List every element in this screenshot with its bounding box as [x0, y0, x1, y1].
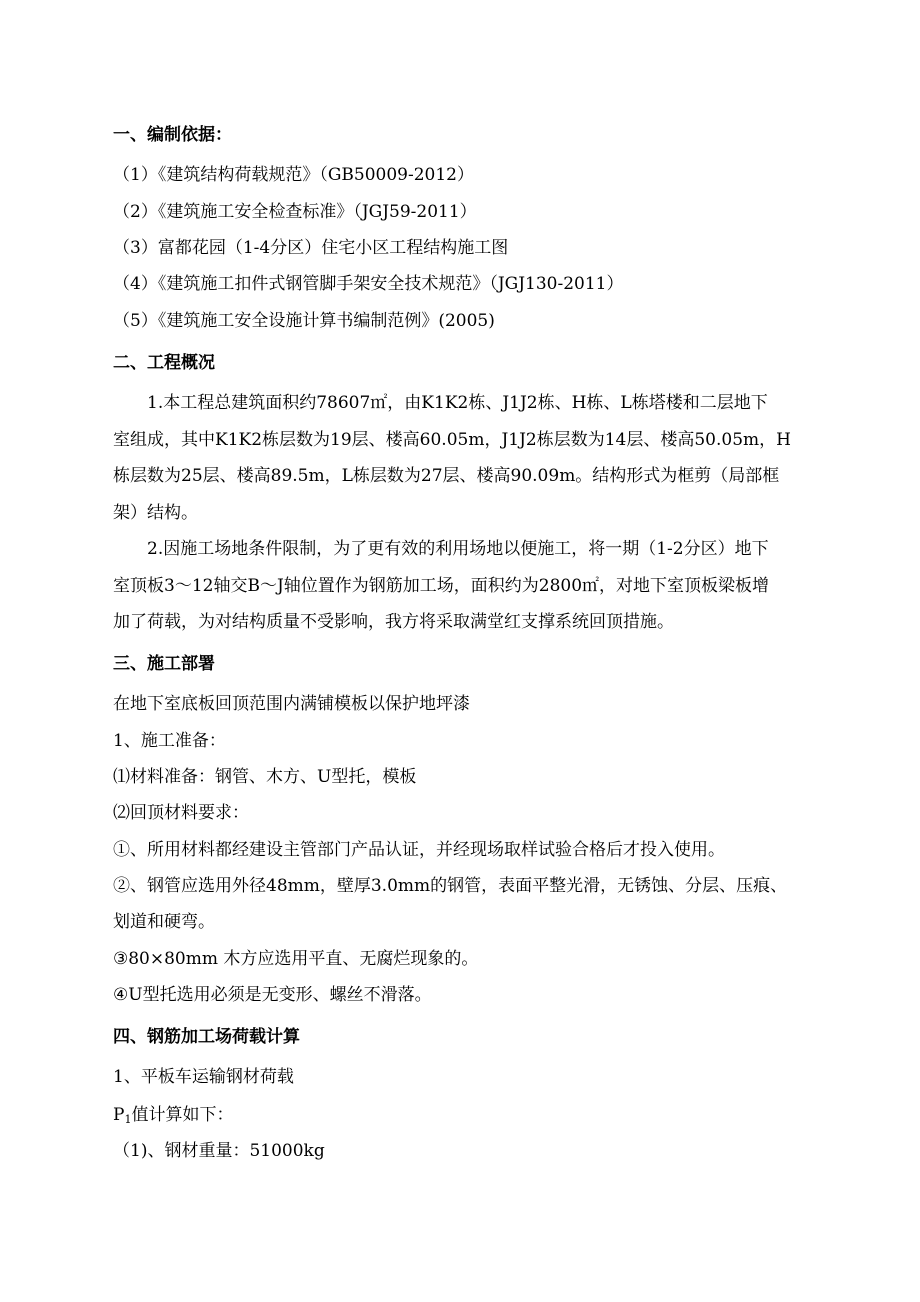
- load-calc-p1-line: [113, 1105, 233, 1130]
- p1-text: 值计算如下：: [131, 1105, 234, 1125]
- section-heading-deployment: 三、施工部署: [113, 654, 215, 674]
- reference-item-3: （3）富都花园（1-4分区）住宅小区工程结构施工图: [113, 238, 509, 258]
- deployment-line-2: 1、施工准备：: [113, 731, 226, 751]
- overview-paragraph-1-line-2: 室组成，其中K1K2栋层数为19层、楼高60.05m，J1J2栋层数为14层、楼高50.05m，H: [113, 430, 791, 450]
- section-heading-basis: 一、编制依据：: [113, 125, 232, 145]
- load-calc-item-1: （1)、钢材重量：51000kg: [113, 1141, 325, 1161]
- deployment-line-5: ①、所用材料都经建设主管部门产品认证，并经现场取样试验合格后才投入使用。: [113, 840, 725, 860]
- deployment-line-3: ⑴材料准备：钢管、木方、U型托，模板: [113, 767, 417, 787]
- deployment-line-4: ⑵回顶材料要求：: [113, 803, 249, 823]
- deployment-line-6: ②、钢管应选用外径48mm，壁厚3.0mm的钢管，表面平整光滑，无锈蚀、分层、压痕、: [113, 876, 788, 896]
- deployment-line-7: 划道和硬弯。: [113, 912, 215, 932]
- overview-paragraph-2-line-2: 室顶板3～12轴交B～J轴位置作为钢筋加工场，面积约为2800㎡，对地下室顶板梁板增: [113, 576, 770, 596]
- reference-item-2: （2）《建筑施工安全检查标准》（JGJ59-2011）: [113, 202, 477, 222]
- overview-paragraph-2-line-1: 2.因施工场地条件限制，为了更有效的利用场地以便施工，将一期（1-2分区）地下: [147, 539, 769, 559]
- reference-item-4: （4）《建筑施工扣件式钢管脚手架安全技术规范》（JGJ130-2011）: [113, 274, 624, 294]
- overview-paragraph-1-line-1: 1.本工程总建筑面积约78607㎡，由K1K2栋、J1J2栋、H栋、L栋塔楼和二层地下: [147, 393, 768, 413]
- p1-subscript: 1: [124, 1113, 132, 1126]
- section-heading-overview: 二、工程概况: [113, 353, 215, 373]
- deployment-line-9: ④U型托选用必须是无变形、螺丝不滑落。: [113, 985, 432, 1005]
- overview-paragraph-1-line-4: 架）结构。: [113, 503, 198, 523]
- deployment-line-1: 在地下室底板回顶范围内满铺模板以保护地坪漆: [113, 694, 470, 714]
- reference-item-5: （5）《建筑施工安全设施计算书编制范例》(2005): [113, 311, 495, 331]
- section-heading-load-calc: 四、钢筋加工场荷载计算: [113, 1027, 300, 1047]
- overview-paragraph-1-line-3: 栋层数为25层、楼高89.5m，L栋层数为27层、楼高90.09m。结构形式为框剪（局部框: [113, 466, 780, 486]
- reference-item-1: （1）《建筑结构荷载规范》（GB50009-2012）: [113, 165, 474, 185]
- overview-paragraph-2-line-3: 加了荷载，为对结构质量不受影响，我方将采取满堂红支撑系统回顶措施。: [113, 612, 674, 632]
- p1-symbol: P: [113, 1105, 125, 1125]
- load-calc-subheading-1: 1、平板车运输钢材荷载: [113, 1067, 294, 1087]
- deployment-line-8: ③80×80mm 木方应选用平直、无腐烂现象的。: [113, 949, 479, 969]
